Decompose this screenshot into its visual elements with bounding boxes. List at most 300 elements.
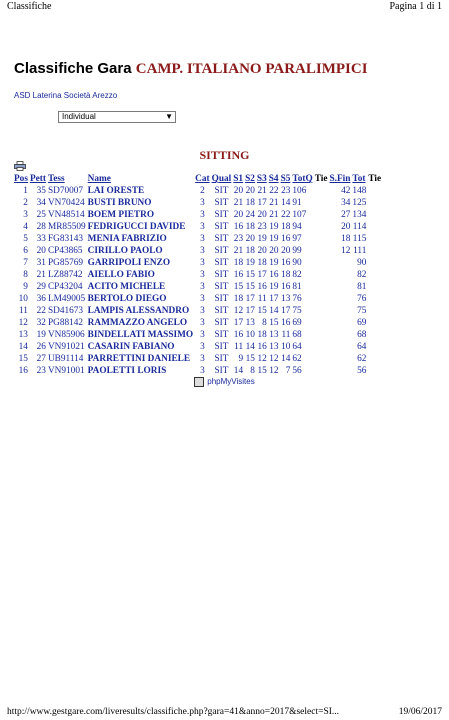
cell-pett: 34 — [36, 198, 46, 208]
table-row — [13, 221, 382, 233]
cell-sfin: 12 — [341, 246, 351, 256]
cell-s2: 18 — [245, 246, 255, 256]
col-totq[interactable]: TotQ — [292, 174, 313, 184]
cell-s2: 8 — [250, 366, 255, 376]
cell-s5: 20 — [281, 246, 291, 256]
page-title-prefix: Classifiche Gara — [14, 60, 132, 77]
cell-tie-final — [367, 293, 382, 305]
cell-sfin: 42 — [341, 186, 351, 196]
cell-qual: SIT — [214, 198, 229, 208]
section-title: SITTING — [199, 148, 250, 162]
cell-sfin — [328, 329, 351, 341]
cell-tot: 64 — [357, 342, 367, 352]
table-row — [13, 317, 382, 329]
cell-pos: 3 — [23, 210, 28, 220]
cell-sfin: 20 — [341, 222, 351, 232]
cell-pos: 2 — [23, 198, 28, 208]
cell-pos: 8 — [23, 270, 28, 280]
cell-tot: 68 — [357, 330, 367, 340]
cell-cat: 3 — [200, 270, 205, 280]
cell-s5: 14 — [281, 198, 291, 208]
cell-tot: 56 — [357, 366, 367, 376]
cell-name: BINDELLATI MASSIMO — [87, 330, 194, 340]
table-row — [13, 281, 382, 293]
cell-pos: 13 — [18, 330, 28, 340]
cell-sfin — [328, 365, 351, 377]
cell-s1: 17 — [233, 318, 244, 328]
chevron-down-icon[interactable]: ▼ — [165, 112, 173, 121]
col-s1[interactable]: S1 — [233, 174, 244, 184]
cell-s2: 19 — [245, 258, 255, 268]
page-title — [14, 60, 368, 78]
cell-qual: SIT — [214, 294, 229, 304]
cell-s5: 16 — [281, 234, 291, 244]
cell-qual: SIT — [214, 246, 229, 256]
cell-totq: 81 — [292, 282, 302, 292]
cell-qual: SIT — [214, 222, 229, 232]
cell-s4: 21 — [269, 198, 279, 208]
cell-cat: 3 — [200, 246, 205, 256]
cell-qual: SIT — [214, 210, 229, 220]
cell-s1: 21 — [233, 198, 244, 208]
cell-tess: LZ88742 — [47, 270, 83, 280]
table-row — [13, 329, 382, 341]
cell-totq: 64 — [292, 342, 302, 352]
cell-tess: CP43204 — [47, 282, 83, 292]
cell-name: BOEM PIETRO — [87, 210, 155, 220]
cell-tie-final — [367, 365, 382, 377]
cell-name: LAI ORESTE — [87, 186, 145, 196]
cell-s4: 20 — [269, 246, 279, 256]
cell-tie — [314, 257, 329, 269]
cell-s1: 11 — [234, 342, 244, 352]
results-table — [13, 173, 382, 377]
cell-s4: 14 — [269, 306, 279, 316]
cell-s3: 17 — [257, 198, 267, 208]
cell-s4: 12 — [269, 366, 279, 376]
cell-tess: SD41673 — [47, 306, 84, 316]
cell-tie-final — [367, 329, 382, 341]
cell-pett: 29 — [36, 282, 46, 292]
cell-tie-final — [367, 341, 382, 353]
col-sfin[interactable]: S.Fin — [329, 174, 351, 184]
col-pett[interactable]: Pett — [29, 174, 46, 184]
cell-s3: 11 — [257, 294, 267, 304]
cell-tie — [314, 317, 329, 329]
cell-sfin — [328, 353, 351, 365]
event-name: CAMP. ITALIANO PARALIMPICI — [135, 61, 368, 77]
printer-icon[interactable] — [14, 161, 26, 171]
cell-sfin — [328, 341, 351, 353]
cell-pett: 25 — [36, 210, 46, 220]
table-row — [13, 197, 382, 209]
cell-pett: 31 — [36, 258, 46, 268]
cell-pett: 20 — [36, 246, 46, 256]
cell-s4: 13 — [269, 342, 279, 352]
cell-tess: CP43865 — [47, 246, 83, 256]
cell-s4: 19 — [269, 222, 279, 232]
cell-s3: 23 — [257, 222, 267, 232]
cell-cat: 3 — [200, 282, 205, 292]
col-tess[interactable]: Tess — [47, 174, 65, 184]
cell-totq: 75 — [292, 306, 302, 316]
cell-s3: 16 — [257, 342, 267, 352]
cell-s4: 19 — [269, 258, 279, 268]
cell-pett: 19 — [36, 330, 46, 340]
cell-name: FEDRIGUCCI DAVIDE — [87, 222, 186, 232]
cell-s3: 20 — [257, 246, 267, 256]
cell-pett: 23 — [36, 366, 46, 376]
cell-s1: 21 — [233, 246, 244, 256]
cell-pos: 4 — [23, 222, 28, 232]
classification-type-select[interactable] — [58, 111, 176, 123]
stats-link[interactable] — [0, 377, 449, 387]
cell-tie-final — [367, 233, 382, 245]
cell-totq: 97 — [292, 234, 302, 244]
cell-tie-final — [367, 317, 382, 329]
cell-pos: 7 — [23, 258, 28, 268]
cell-s4: 21 — [269, 210, 279, 220]
cell-totq: 99 — [292, 246, 302, 256]
cell-totq: 82 — [292, 270, 302, 280]
cell-s4: 16 — [269, 270, 279, 280]
cell-cat: 3 — [200, 258, 205, 268]
cell-qual: SIT — [214, 318, 229, 328]
cell-s5: 23 — [281, 186, 291, 196]
cell-tie — [314, 269, 329, 281]
cell-tot: 115 — [352, 234, 367, 244]
col-tot[interactable]: Tot — [352, 174, 366, 184]
cell-s2: 20 — [245, 186, 255, 196]
cell-tess: VN70424 — [47, 198, 85, 208]
cell-tie-final — [367, 245, 382, 257]
cell-pos: 15 — [18, 354, 28, 364]
cell-s4: 13 — [269, 330, 279, 340]
cell-qual: SIT — [214, 234, 229, 244]
cell-tot: 148 — [352, 186, 367, 196]
cell-s2: 14 — [245, 342, 255, 352]
cell-s4: 19 — [269, 282, 279, 292]
cell-tie-final — [367, 269, 382, 281]
cell-name: CIRILLO PAOLO — [87, 246, 163, 256]
cell-pett: 28 — [36, 222, 46, 232]
cell-s2: 15 — [245, 354, 255, 364]
phpmyvisites-icon — [194, 377, 204, 387]
cell-s4: 19 — [269, 234, 279, 244]
cell-tess: VN85906 — [47, 330, 85, 340]
cell-tess: MR85509 — [47, 222, 86, 232]
cell-s1: 18 — [233, 294, 244, 304]
col-s5[interactable]: S5 — [280, 174, 291, 184]
cell-name: PARRETTINI DANIELE — [87, 354, 191, 364]
print-header-title: Classifiche — [7, 1, 52, 12]
cell-s5: 22 — [281, 210, 291, 220]
cell-s1: 20 — [233, 186, 244, 196]
cell-cat: 3 — [200, 294, 205, 304]
cell-tot: 81 — [357, 282, 367, 292]
cell-s3: 18 — [257, 258, 267, 268]
cell-s2: 18 — [245, 198, 255, 208]
cell-cat: 3 — [200, 234, 205, 244]
cell-s2: 17 — [245, 306, 255, 316]
cell-s2: 18 — [245, 222, 255, 232]
cell-tess: VN91021 — [47, 342, 85, 352]
cell-pos: 6 — [23, 246, 28, 256]
cell-tie — [314, 305, 329, 317]
cell-s3: 16 — [257, 282, 267, 292]
cell-name: BERTOLO DIEGO — [87, 294, 167, 304]
cell-s2: 10 — [245, 330, 255, 340]
cell-pos: 12 — [18, 318, 28, 328]
cell-sfin — [328, 293, 351, 305]
col-s4[interactable]: S4 — [268, 174, 279, 184]
table-row — [13, 293, 382, 305]
cell-s1: 16 — [233, 222, 244, 232]
cell-tie — [314, 209, 329, 221]
cell-s2: 20 — [245, 234, 255, 244]
cell-tie — [314, 185, 329, 197]
cell-tie-final — [367, 305, 382, 317]
cell-name: GARRIPOLI ENZO — [87, 258, 171, 268]
cell-s2: 13 — [245, 318, 255, 328]
cell-tie-final — [367, 281, 382, 293]
cell-sfin — [328, 257, 351, 269]
cell-totq: 68 — [292, 330, 302, 340]
cell-tie-final — [367, 185, 382, 197]
cell-s5: 16 — [281, 258, 291, 268]
cell-name: PAOLETTI LORIS — [87, 366, 167, 376]
cell-pos: 5 — [23, 234, 28, 244]
cell-s5: 7 — [285, 366, 291, 376]
cell-tess: LM49005 — [47, 294, 86, 304]
cell-s3: 8 — [262, 318, 267, 328]
cell-tess: SD70007 — [47, 186, 84, 196]
cell-totq: 107 — [292, 210, 307, 220]
cell-tess: UB91114 — [47, 354, 84, 364]
cell-qual: SIT — [214, 330, 229, 340]
cell-tie-final — [367, 353, 382, 365]
cell-qual: SIT — [214, 270, 229, 280]
table-row — [13, 269, 382, 281]
cell-s5: 13 — [281, 294, 291, 304]
cell-cat: 3 — [200, 318, 205, 328]
cell-sfin — [328, 305, 351, 317]
cell-tie-final — [367, 257, 382, 269]
cell-s4: 17 — [269, 294, 279, 304]
cell-qual: SIT — [214, 342, 229, 352]
cell-qual: SIT — [214, 186, 229, 196]
cell-tot: 69 — [357, 318, 367, 328]
cell-tot: 62 — [357, 354, 367, 364]
col-s3[interactable]: S3 — [256, 174, 267, 184]
cell-tie — [314, 365, 329, 377]
cell-s3: 12 — [257, 354, 267, 364]
cell-qual: SIT — [214, 354, 229, 364]
cell-s1: 9 — [238, 354, 244, 364]
cell-tie — [314, 281, 329, 293]
cell-s2: 15 — [245, 270, 255, 280]
table-row — [13, 257, 382, 269]
table-row — [13, 305, 382, 317]
cell-s2: 15 — [245, 282, 255, 292]
cell-sfin — [328, 281, 351, 293]
col-cat[interactable]: Cat — [195, 174, 210, 184]
cell-tot: 114 — [352, 222, 367, 232]
cell-s5: 16 — [281, 282, 291, 292]
cell-cat: 3 — [200, 222, 205, 232]
cell-s3: 20 — [257, 210, 267, 220]
cell-s1: 12 — [233, 306, 244, 316]
cell-tess: PG85769 — [47, 258, 84, 268]
cell-pos: 9 — [23, 282, 28, 292]
table-row — [13, 353, 382, 365]
cell-totq: 76 — [292, 294, 302, 304]
cell-totq: 90 — [292, 258, 302, 268]
cell-totq: 56 — [292, 366, 302, 376]
cell-totq: 94 — [292, 222, 302, 232]
cell-s5: 17 — [281, 306, 291, 316]
cell-s5: 14 — [281, 354, 291, 364]
cell-tot: 111 — [353, 246, 367, 256]
cell-s1: 23 — [233, 234, 244, 244]
cell-pett: 33 — [36, 234, 46, 244]
cell-s5: 16 — [281, 318, 291, 328]
cell-s3: 15 — [257, 366, 267, 376]
cell-cat: 3 — [200, 354, 205, 364]
cell-tot: 76 — [357, 294, 367, 304]
cell-tie — [314, 221, 329, 233]
cell-s3: 17 — [257, 270, 267, 280]
cell-s5: 18 — [281, 222, 291, 232]
table-row — [13, 245, 382, 257]
cell-tot: 125 — [352, 198, 367, 208]
select-value: Individual — [62, 112, 96, 121]
cell-s1: 16 — [233, 270, 244, 280]
cell-tie — [314, 341, 329, 353]
cell-s5: 11 — [281, 330, 291, 340]
cell-tie-final — [367, 197, 382, 209]
cell-tot: 90 — [357, 258, 367, 268]
cell-cat: 3 — [200, 210, 205, 220]
table-row — [13, 185, 382, 197]
cell-s3: 18 — [257, 330, 267, 340]
cell-pos: 1 — [23, 186, 28, 196]
col-tie-final: Tie — [368, 174, 382, 184]
cell-tie — [314, 329, 329, 341]
cell-s4: 22 — [269, 186, 279, 196]
cell-tot: 82 — [357, 270, 367, 280]
cell-pos: 10 — [18, 294, 28, 304]
cell-name: RAMMAZZO ANGELO — [87, 318, 188, 328]
club-name: ASD Laterina Società Arezzo — [14, 91, 118, 100]
cell-totq: 69 — [292, 318, 302, 328]
col-pos[interactable]: Pos — [14, 174, 28, 184]
cell-name: BUSTI BRUNO — [87, 198, 152, 208]
cell-s4: 12 — [269, 354, 279, 364]
cell-tie-final — [367, 209, 382, 221]
table-row — [13, 341, 382, 353]
cell-tess: VN48514 — [47, 210, 85, 220]
cell-cat: 3 — [200, 306, 205, 316]
cell-sfin — [328, 317, 351, 329]
cell-pett: 32 — [36, 318, 46, 328]
cell-s3: 21 — [257, 186, 267, 196]
print-header-page: Pagina 1 di 1 — [389, 1, 442, 12]
cell-tot: 134 — [352, 210, 367, 220]
cell-s4: 15 — [269, 318, 279, 328]
cell-sfin — [328, 269, 351, 281]
cell-cat: 3 — [200, 330, 205, 340]
cell-pett: 26 — [36, 342, 46, 352]
col-qual[interactable]: Qual — [211, 174, 232, 184]
cell-name: CASARIN FABIANO — [87, 342, 175, 352]
cell-name: MENIA FABRIZIO — [87, 234, 167, 244]
cell-tie — [314, 353, 329, 365]
cell-s1: 15 — [233, 282, 244, 292]
cell-tot: 75 — [357, 306, 367, 316]
cell-pett: 36 — [36, 294, 46, 304]
cell-tess: VN91001 — [47, 366, 85, 376]
cell-tie-final — [367, 221, 382, 233]
cell-s1: 16 — [233, 330, 244, 340]
cell-qual: SIT — [214, 306, 229, 316]
cell-totq: 106 — [292, 186, 307, 196]
col-name[interactable]: Name — [87, 174, 111, 184]
cell-cat: 3 — [200, 342, 205, 352]
cell-name: AIELLO FABIO — [87, 270, 155, 280]
cell-name: LAMPIS ALESSANDRO — [87, 306, 190, 316]
cell-pett: 27 — [36, 354, 46, 364]
cell-pos: 11 — [19, 306, 28, 316]
cell-s1: 14 — [233, 366, 244, 376]
cell-totq: 91 — [292, 198, 302, 208]
cell-sfin: 34 — [341, 198, 351, 208]
stats-link-label: phpMyVisites — [207, 377, 255, 387]
cell-s2: 17 — [245, 294, 255, 304]
cell-qual: SIT — [214, 258, 229, 268]
cell-qual: SIT — [214, 366, 229, 376]
table-row — [13, 365, 382, 377]
cell-s5: 18 — [281, 270, 291, 280]
cell-tie — [314, 233, 329, 245]
cell-tess: FG83143 — [47, 234, 84, 244]
cell-name: ACITO MICHELE — [87, 282, 166, 292]
cell-pett: 35 — [36, 186, 46, 196]
cell-tess: PG88142 — [47, 318, 84, 328]
cell-tie — [314, 197, 329, 209]
cell-sfin: 27 — [341, 210, 351, 220]
cell-cat: 3 — [200, 198, 205, 208]
col-s2[interactable]: S2 — [245, 174, 255, 184]
cell-sfin: 18 — [341, 234, 351, 244]
print-footer-url: http://www.gestgare.com/liveresults/classifiche.php?gara=41&anno=2017&select=SI... — [7, 707, 340, 717]
cell-tie — [314, 293, 329, 305]
cell-s1: 18 — [233, 258, 244, 268]
table-row — [13, 209, 382, 221]
cell-cat: 3 — [200, 366, 205, 376]
cell-tie — [314, 245, 329, 257]
col-tie: Tie — [314, 174, 328, 184]
cell-pett: 21 — [36, 270, 46, 280]
table-row — [13, 233, 382, 245]
cell-pett: 22 — [36, 306, 46, 316]
cell-cat: 2 — [200, 186, 205, 196]
cell-s3: 19 — [257, 234, 267, 244]
cell-s2: 24 — [245, 210, 255, 220]
cell-pos: 16 — [18, 366, 28, 376]
results-header-row — [13, 173, 382, 185]
cell-pos: 14 — [18, 342, 28, 352]
